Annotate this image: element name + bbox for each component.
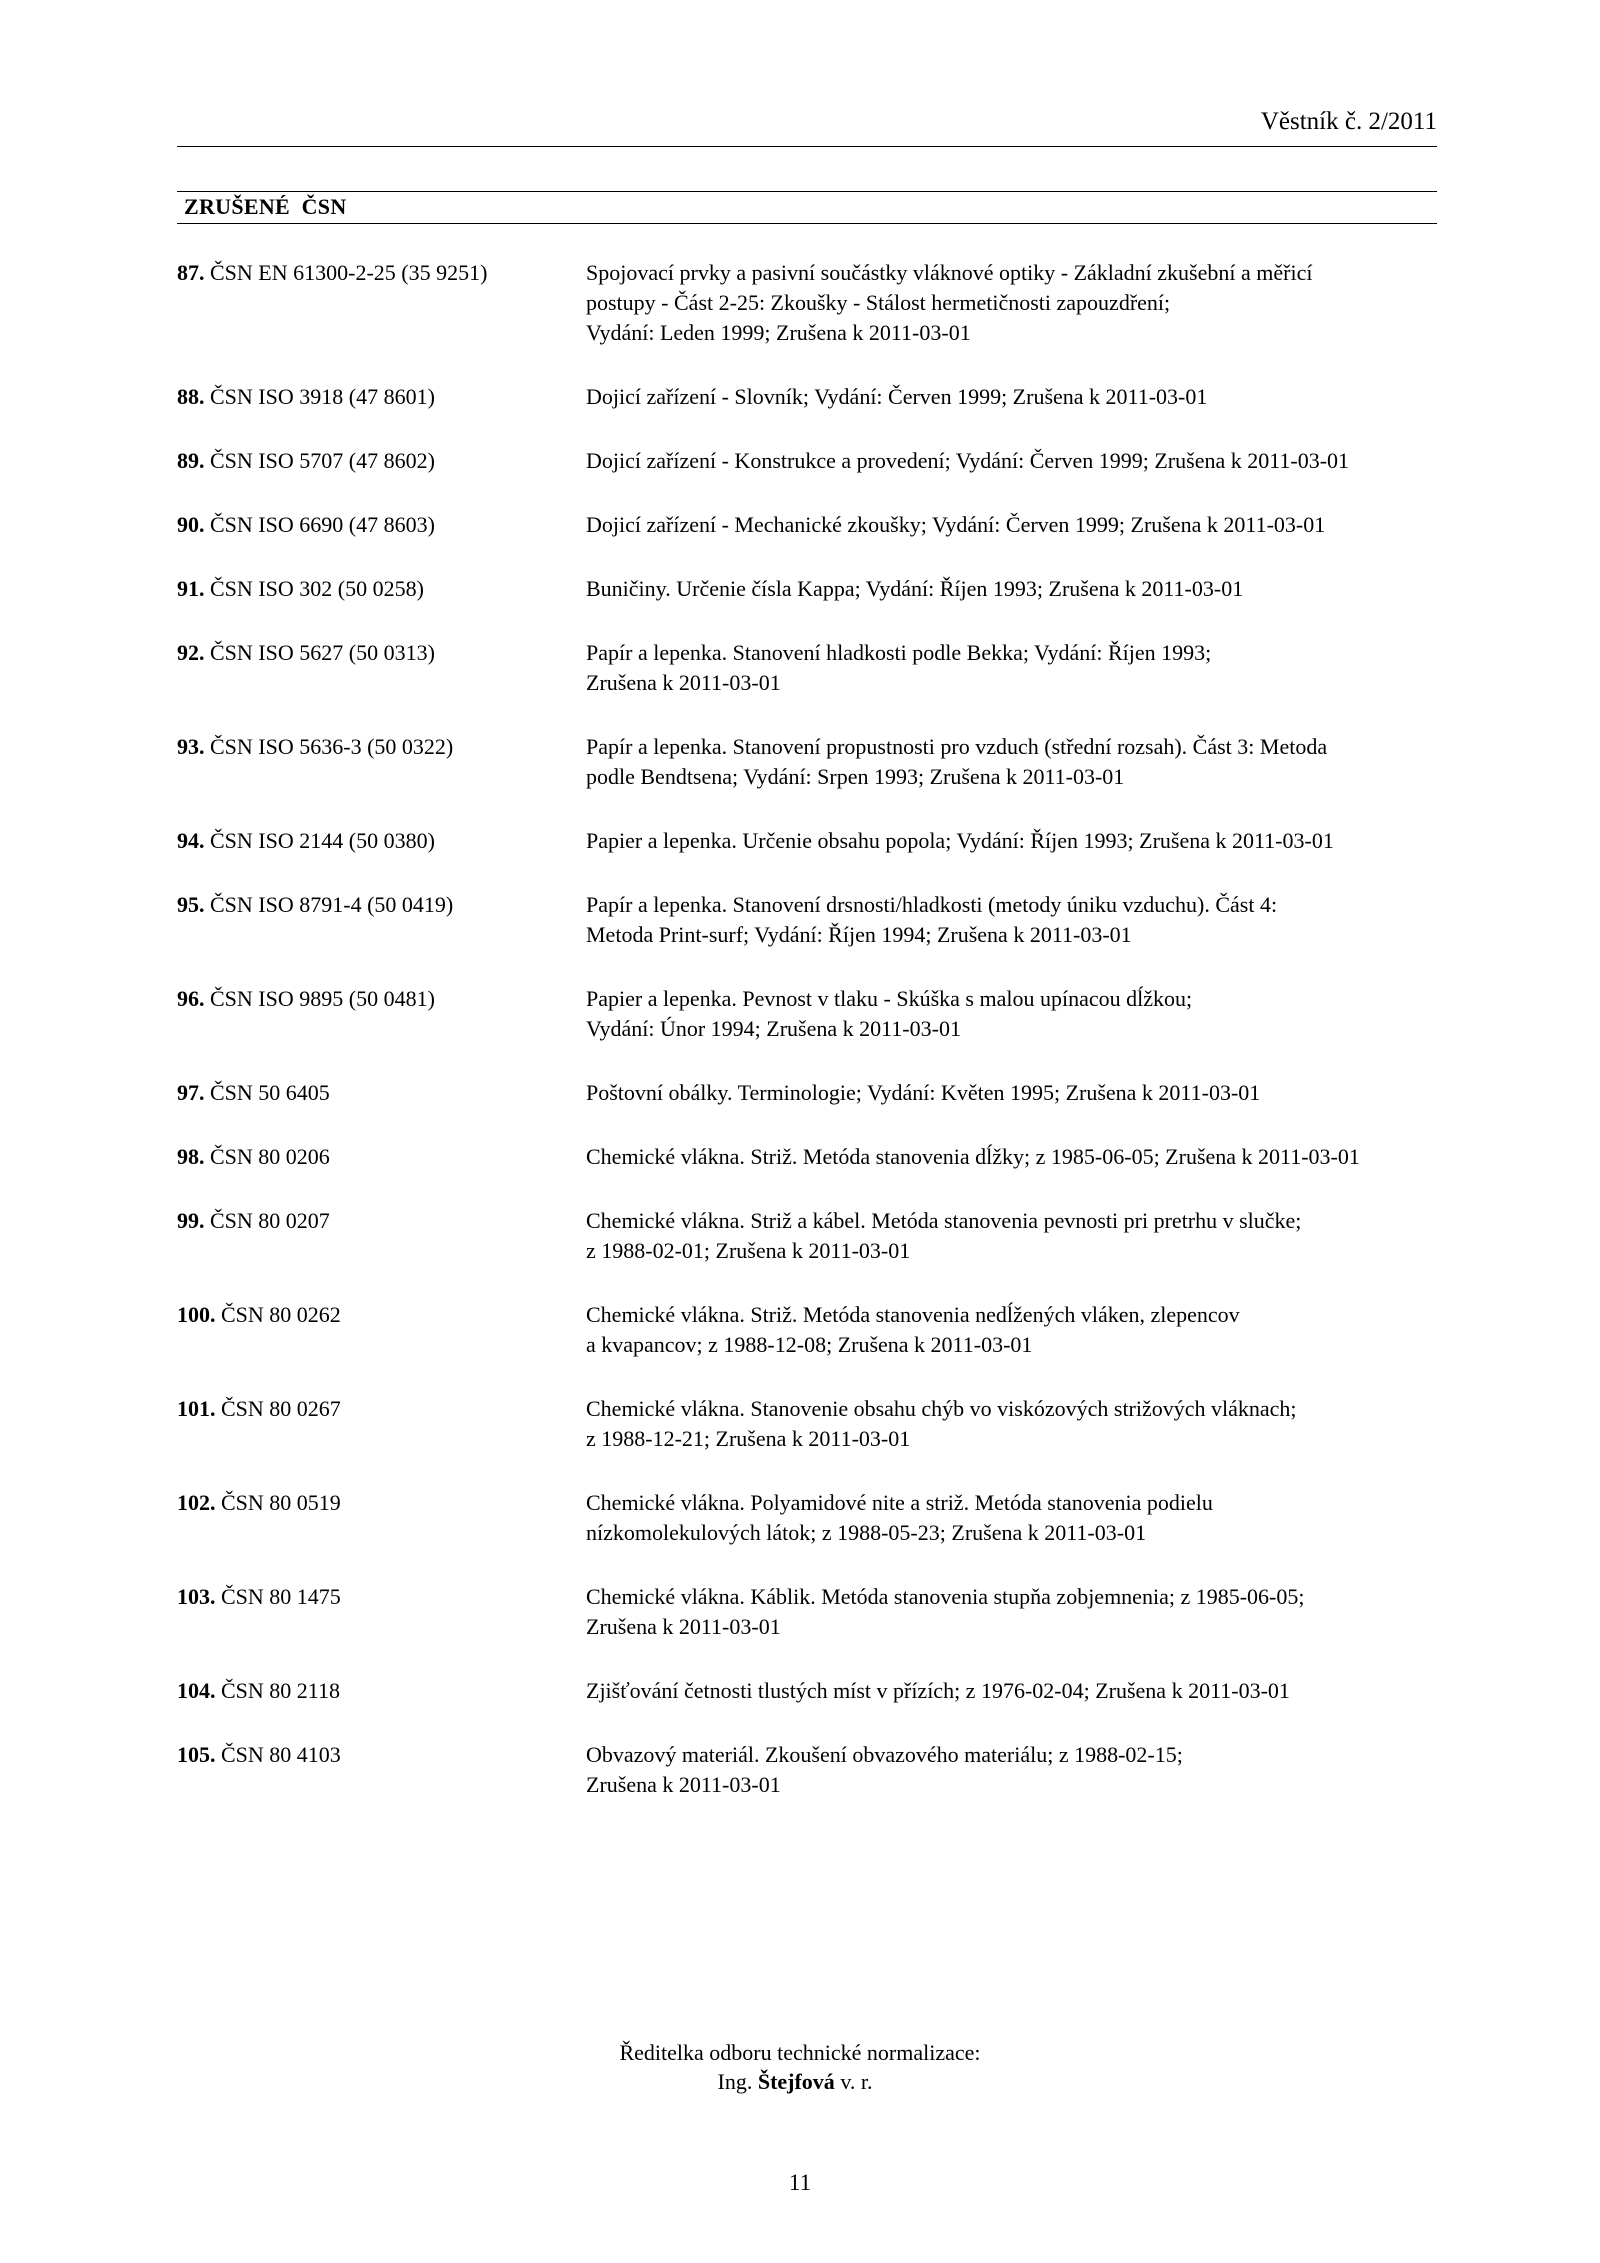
entry-number: 93. (177, 734, 205, 759)
entry-number: 98. (177, 1144, 205, 1169)
standard-id: ČSN 80 4103 (221, 1742, 341, 1767)
entry-number: 100. (177, 1302, 216, 1327)
standard-description (586, 1300, 1240, 1360)
standard-id: ČSN ISO 8791-4 (50 0419) (210, 892, 454, 917)
standard-id: ČSN 80 0267 (221, 1396, 341, 1421)
standard-description (586, 574, 1243, 604)
list-item (177, 1740, 1457, 1800)
standard-description (586, 638, 1211, 698)
entry-number: 102. (177, 1490, 216, 1515)
entry-number: 103. (177, 1584, 216, 1609)
description-line: Dojicí zařízení - Slovník; Vydání: Červen 1999; Zrušena k 2011-03-01 (586, 384, 1208, 409)
signature-block (0, 2038, 1600, 2096)
standard-id: ČSN ISO 3918 (47 8601) (210, 384, 435, 409)
entry-number: 97. (177, 1080, 205, 1105)
section-rule-bottom (177, 223, 1437, 224)
header-rule (177, 146, 1437, 147)
description-line: Chemické vlákna. Striž a kábel. Metóda stanovenia pevnosti pri pretrhu v slučke; (586, 1208, 1302, 1233)
standard-description (586, 826, 1334, 856)
entry-number: 105. (177, 1742, 216, 1767)
section-title: ZRUŠENÉ ČSN (184, 194, 347, 219)
section-rule-top (177, 191, 1437, 192)
list-item (177, 1394, 1457, 1454)
standard-description (586, 1206, 1301, 1266)
list-item (177, 1142, 1457, 1172)
list-item (177, 1676, 1457, 1706)
signatory-role: Ředitelka odboru technické normalizace: (619, 2040, 981, 2065)
entry-number: 87. (177, 260, 205, 285)
list-item (177, 258, 1457, 348)
standard-code (177, 1142, 586, 1172)
entry-number: 96. (177, 986, 205, 1011)
list-item (177, 826, 1457, 856)
standard-description (586, 258, 1312, 348)
list-item (177, 732, 1457, 792)
standard-id: ČSN 80 0519 (221, 1490, 341, 1515)
description-line: Vydání: Leden 1999; Zrušena k 2011-03-01 (586, 320, 971, 345)
description-line: Zrušena k 2011-03-01 (586, 1772, 781, 1797)
description-line: Poštovní obálky. Terminologie; Vydání: Květen 1995; Zrušena k 2011-03-01 (586, 1080, 1261, 1105)
standard-id: ČSN 80 1475 (221, 1584, 341, 1609)
entry-number: 101. (177, 1396, 216, 1421)
standard-code (177, 574, 586, 604)
description-line: Vydání: Únor 1994; Zrušena k 2011-03-01 (586, 1016, 961, 1041)
entry-number: 88. (177, 384, 205, 409)
standard-code (177, 1488, 586, 1548)
description-line: Chemické vlákna. Stanovenie obsahu chýb vo viskózových strižových vláknach; (586, 1396, 1297, 1421)
description-line: Dojicí zařízení - Mechanické zkoušky; Vydání: Červen 1999; Zrušena k 2011-03-01 (586, 512, 1326, 537)
name-prefix: Ing. (717, 2069, 753, 2094)
standard-description (586, 510, 1325, 540)
description-line: podle Bendtsena; Vydání: Srpen 1993; Zrušena k 2011-03-01 (586, 764, 1125, 789)
standard-code (177, 890, 586, 950)
description-line: Zjišťování četnosti tlustých míst v přízích; z 1976-02-04; Zrušena k 2011-03-01 (586, 1678, 1290, 1703)
standard-id: ČSN ISO 6690 (47 8603) (210, 512, 435, 537)
description-line: Papier a lepenka. Pevnost v tlaku - Skúška s malou upínacou dĺžkou; (586, 986, 1193, 1011)
description-line: Obvazový materiál. Zkoušení obvazového materiálu; z 1988-02-15; (586, 1742, 1183, 1767)
entry-number: 94. (177, 828, 205, 853)
description-line: Dojicí zařízení - Konstrukce a provedení; Vydání: Červen 1999; Zrušena k 2011-03-01 (586, 448, 1350, 473)
standard-id: ČSN 80 0207 (210, 1208, 330, 1233)
standard-id: ČSN ISO 302 (50 0258) (210, 576, 424, 601)
description-line: Metoda Print-surf; Vydání: Říjen 1994; Zrušena k 2011-03-01 (586, 922, 1132, 947)
list-item (177, 1078, 1457, 1108)
standard-code (177, 510, 586, 540)
standard-id: ČSN ISO 2144 (50 0380) (210, 828, 435, 853)
standard-description (586, 1582, 1304, 1642)
list-item (177, 446, 1457, 476)
standard-code (177, 382, 586, 412)
standard-description (586, 1394, 1297, 1454)
standard-code (177, 984, 586, 1044)
standard-code (177, 732, 586, 792)
description-line: z 1988-02-01; Zrušena k 2011-03-01 (586, 1238, 911, 1263)
entry-number: 91. (177, 576, 205, 601)
entry-number: 92. (177, 640, 205, 665)
standard-id: ČSN ISO 5636-3 (50 0322) (210, 734, 454, 759)
list-item (177, 1488, 1457, 1548)
standard-description (586, 446, 1349, 476)
list-item (177, 1582, 1457, 1642)
bulletin-header: Věstník č. 2/2011 (1260, 108, 1437, 135)
standard-description (586, 890, 1277, 950)
name-suffix: v. r. (840, 2069, 873, 2094)
standard-description (586, 1740, 1183, 1800)
description-line: Chemické vlákna. Striž. Metóda stanovenia dĺžky; z 1985-06-05; Zrušena k 2011-03-01 (586, 1144, 1360, 1169)
standard-code (177, 638, 586, 698)
description-line: Chemické vlákna. Káblik. Metóda stanovenia stupňa zobjemnenia; z 1985-06-05; (586, 1584, 1305, 1609)
standard-description (586, 1142, 1360, 1172)
description-line: Papír a lepenka. Stanovení hladkosti podle Bekka; Vydání: Říjen 1993; (586, 640, 1212, 665)
standard-code (177, 1676, 586, 1706)
entry-number: 90. (177, 512, 205, 537)
standard-description (586, 382, 1207, 412)
entry-number: 89. (177, 448, 205, 473)
description-line: Zrušena k 2011-03-01 (586, 1614, 781, 1639)
standard-code (177, 258, 586, 348)
list-item (177, 890, 1457, 950)
description-line: Papír a lepenka. Stanovení propustnosti pro vzduch (střední rozsah). Část 3: Metoda (586, 734, 1328, 759)
list-item (177, 382, 1457, 412)
description-line: Buničiny. Určenie čísla Kappa; Vydání: Říjen 1993; Zrušena k 2011-03-01 (586, 576, 1244, 601)
standard-id: ČSN ISO 9895 (50 0481) (210, 986, 435, 1011)
standard-id: ČSN 80 2118 (221, 1678, 340, 1703)
description-line: Papier a lepenka. Určenie obsahu popola; Vydání: Říjen 1993; Zrušena k 2011-03-01 (586, 828, 1334, 853)
cancelled-standards-list (177, 258, 1457, 1834)
description-line: a kvapancov; z 1988-12-08; Zrušena k 2011-03-01 (586, 1332, 1033, 1357)
list-item (177, 510, 1457, 540)
standard-code (177, 446, 586, 476)
standard-description (586, 1078, 1260, 1108)
list-item (177, 1206, 1457, 1266)
standard-code (177, 1394, 586, 1454)
standard-id: ČSN 50 6405 (210, 1080, 330, 1105)
standard-code (177, 1206, 586, 1266)
description-line: Chemické vlákna. Striž. Metóda stanovenia nedĺžených vláken, zlepencov (586, 1302, 1240, 1327)
list-item (177, 638, 1457, 698)
description-line: z 1988-12-21; Zrušena k 2011-03-01 (586, 1426, 911, 1451)
standard-description (586, 732, 1327, 792)
standard-code (177, 826, 586, 856)
signatory-name-line (0, 2067, 1600, 2096)
signatory-name: Štejfová (757, 2069, 835, 2094)
description-line: Zrušena k 2011-03-01 (586, 670, 781, 695)
list-item (177, 984, 1457, 1044)
standard-description (586, 1488, 1213, 1548)
standard-id: ČSN EN 61300-2-25 (35 9251) (210, 260, 488, 285)
description-line: Chemické vlákna. Polyamidové nite a striž. Metóda stanovenia podielu (586, 1490, 1213, 1515)
page-number: 11 (788, 2170, 812, 2195)
standard-code (177, 1300, 586, 1360)
list-item (177, 574, 1457, 604)
entry-number: 95. (177, 892, 205, 917)
standard-description (586, 984, 1192, 1044)
standard-id: ČSN 80 0262 (221, 1302, 341, 1327)
description-line: Spojovací prvky a pasivní součástky vláknové optiky - Základní zkušební a měřicí (586, 260, 1313, 285)
list-item (177, 1300, 1457, 1360)
standard-id: ČSN ISO 5707 (47 8602) (210, 448, 435, 473)
description-line: postupy - Část 2-25: Zkoušky - Stálost hermetičnosti zapouzdření; (586, 290, 1171, 315)
standard-id: ČSN 80 0206 (210, 1144, 330, 1169)
description-line: Papír a lepenka. Stanovení drsnosti/hladkosti (metody úniku vzduchu). Část 4: (586, 892, 1278, 917)
description-line: nízkomolekulových látok; z 1988-05-23; Zrušena k 2011-03-01 (586, 1520, 1147, 1545)
standard-code (177, 1582, 586, 1642)
standard-code (177, 1078, 586, 1108)
entry-number: 104. (177, 1678, 216, 1703)
entry-number: 99. (177, 1208, 205, 1233)
standard-code (177, 1740, 586, 1800)
standard-id: ČSN ISO 5627 (50 0313) (210, 640, 435, 665)
standard-description (586, 1676, 1290, 1706)
